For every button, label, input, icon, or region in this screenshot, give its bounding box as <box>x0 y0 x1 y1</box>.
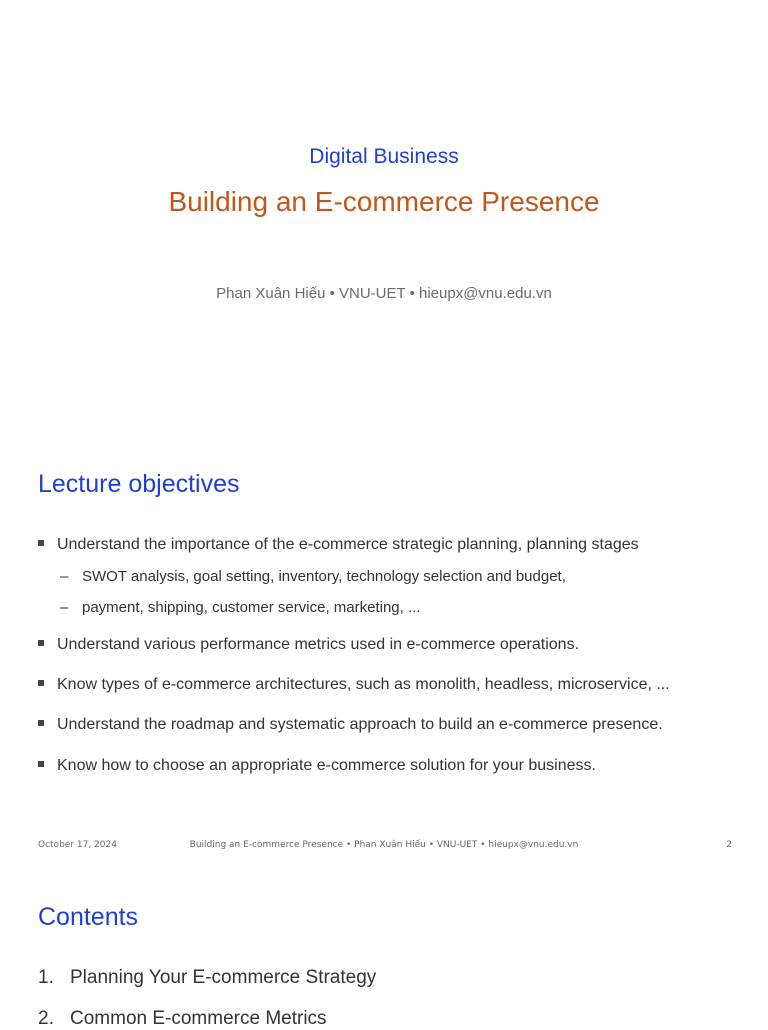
dash-marker: – <box>60 599 69 616</box>
bullet-text: Understand various performance metrics used in e-commerce operations. <box>57 636 580 653</box>
objective-bullet <box>38 636 738 654</box>
footer-date: October 17, 2024 <box>38 840 117 850</box>
toc-item <box>38 1008 327 1030</box>
page-number: 2 <box>726 840 732 850</box>
objective-bullet <box>38 536 738 554</box>
toc-label: Common E-commerce Metrics <box>70 1008 327 1029</box>
objective-sub-bullet <box>60 568 740 585</box>
toc-label: Planning Your E-commerce Strategy <box>70 967 377 988</box>
toc-number: 2. <box>38 1008 54 1029</box>
bullet-square-icon <box>38 640 44 646</box>
toc-item <box>38 967 376 989</box>
objective-bullet <box>38 716 738 734</box>
bullet-square-icon <box>38 720 44 726</box>
deck-title: Building an E-commerce Presence <box>168 186 600 217</box>
contents-heading: Contents <box>38 903 139 931</box>
objective-bullet <box>38 757 738 775</box>
objectives-heading: Lecture objectives <box>38 470 240 498</box>
toc-number: 1. <box>38 967 54 988</box>
bullet-text: Know how to choose an appropriate e-commerce solution for your business. <box>57 757 596 774</box>
author-line: Phan Xuân Hiếu • VNU-UET • hieupx@vnu.edu.vn <box>216 285 552 302</box>
bullet-text: Understand the importance of the e-commerce strategic planning, planning stages <box>57 536 639 553</box>
objective-bullet <box>38 676 738 694</box>
objective-sub-bullet <box>60 599 740 616</box>
sub-bullet-text: payment, shipping, customer service, marketing, ... <box>82 599 421 616</box>
sub-bullet-text: SWOT analysis, goal setting, inventory, technology selection and budget, <box>82 568 566 585</box>
course-title: Digital Business <box>309 145 459 168</box>
footer-text: Building an E-commerce Presence • Phan Xuân Hiếu • VNU-UET • hieupx@vnu.edu.vn <box>189 840 579 850</box>
bullet-square-icon <box>38 540 44 546</box>
bullet-text: Know types of e-commerce architectures, such as monolith, headless, microservice, ... <box>57 676 670 693</box>
bullet-square-icon <box>38 761 44 767</box>
bullet-text: Understand the roadmap and systematic approach to build an e-commerce presence. <box>57 716 663 733</box>
bullet-square-icon <box>38 680 44 686</box>
dash-marker: – <box>60 568 69 585</box>
